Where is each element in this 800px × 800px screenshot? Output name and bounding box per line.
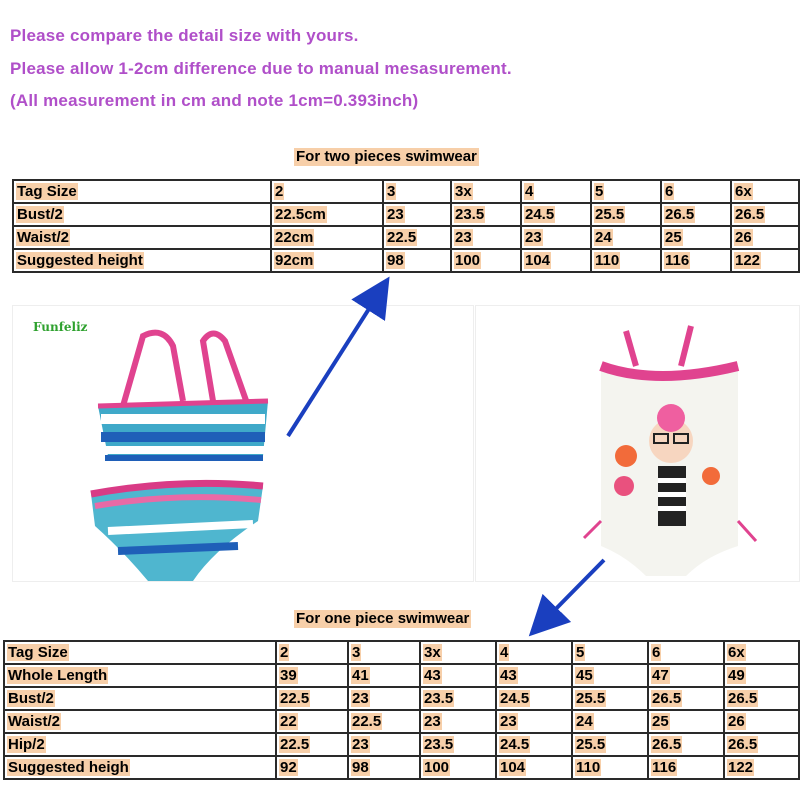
cell-text: 23.5 <box>455 206 485 223</box>
table-cell <box>572 664 648 687</box>
cell-text: 2 <box>275 183 284 200</box>
table-cell <box>724 756 799 779</box>
table-cell <box>731 203 799 226</box>
cell-text: 25.5 <box>576 736 606 753</box>
table-cell <box>648 710 724 733</box>
table-cell <box>731 249 799 272</box>
cell-text: 6 <box>652 644 661 661</box>
row-label-cell <box>13 249 271 272</box>
row-label-cell <box>13 203 271 226</box>
table-cell <box>348 756 420 779</box>
table-cell <box>496 756 572 779</box>
cell-text: 47 <box>652 667 669 684</box>
cell-text: 3x <box>424 644 441 661</box>
cell-text: 25.5 <box>576 690 606 707</box>
table-cell <box>420 756 496 779</box>
cell-text: 24 <box>576 713 593 730</box>
cell-text: Whole Length <box>8 667 108 684</box>
cell-text: 6x <box>728 644 745 661</box>
cell-text: 3 <box>352 644 361 661</box>
table-cell <box>572 641 648 664</box>
table-cell <box>572 756 648 779</box>
table-row <box>4 664 799 687</box>
cell-text: 3x <box>455 183 472 200</box>
table-cell <box>661 180 731 203</box>
table-cell <box>276 641 348 664</box>
note-difference: Please allow 1-2cm difference due to manual mesasurement. <box>10 59 512 78</box>
table-cell <box>420 733 496 756</box>
cell-text: 22.5 <box>280 690 310 707</box>
cell-text: 104 <box>525 252 551 269</box>
cell-text: Bust/2 <box>8 690 54 707</box>
table-cell <box>572 710 648 733</box>
cell-text: 104 <box>500 759 526 776</box>
table-row <box>4 641 799 664</box>
table-cell <box>451 203 521 226</box>
table-row <box>13 180 799 203</box>
table-cell <box>521 226 591 249</box>
table-cell <box>451 180 521 203</box>
table-cell <box>521 249 591 272</box>
cell-text: 26.5 <box>665 206 695 223</box>
cell-text: Hip/2 <box>8 736 45 753</box>
table-cell <box>383 226 451 249</box>
cell-text: 22 <box>280 713 297 730</box>
table-cell <box>271 180 383 203</box>
one-piece-size-table <box>3 640 800 780</box>
cell-text: 110 <box>595 252 620 269</box>
cell-text: 26.5 <box>728 690 758 707</box>
table-row <box>4 687 799 710</box>
two-piece-swimsuit-illustration <box>13 306 473 581</box>
table-cell <box>348 664 420 687</box>
table-row <box>13 203 799 226</box>
cell-text: 98 <box>387 252 404 269</box>
one-piece-swimsuit-illustration <box>476 306 799 581</box>
table-cell <box>348 641 420 664</box>
cell-text: 49 <box>728 667 745 684</box>
row-label-cell <box>4 733 276 756</box>
cell-text: 5 <box>595 183 604 200</box>
cell-text: 41 <box>352 667 369 684</box>
table-cell <box>521 203 591 226</box>
table-cell <box>271 203 383 226</box>
cell-text: 23 <box>424 713 441 730</box>
note-units: (All measurement in cm and note 1cm=0.393inch) <box>10 91 419 110</box>
table-cell <box>731 226 799 249</box>
cell-text: 4 <box>500 644 509 661</box>
table-cell <box>496 687 572 710</box>
table-cell <box>451 249 521 272</box>
cell-text: 22.5 <box>280 736 310 753</box>
table-row <box>4 710 799 733</box>
cell-text: 3 <box>387 183 396 200</box>
cell-text: 6 <box>665 183 674 200</box>
cell-text: Waist/2 <box>8 713 60 730</box>
cell-text: 110 <box>576 759 601 776</box>
table-cell <box>271 249 383 272</box>
cell-text: 4 <box>525 183 534 200</box>
table-row <box>4 733 799 756</box>
cell-text: 6x <box>735 183 752 200</box>
row-label-cell <box>4 756 276 779</box>
cell-text: 26.5 <box>652 690 682 707</box>
table-cell <box>591 226 661 249</box>
cell-text: 23 <box>387 206 404 223</box>
cell-text: 45 <box>576 667 593 684</box>
table-cell <box>420 687 496 710</box>
table-cell <box>348 710 420 733</box>
table-cell <box>420 641 496 664</box>
table-cell <box>648 641 724 664</box>
cell-text: 22.5cm <box>275 206 326 223</box>
table-cell <box>648 687 724 710</box>
table-cell <box>496 733 572 756</box>
cell-text: 26 <box>735 229 752 246</box>
table-cell <box>271 226 383 249</box>
cell-text: 122 <box>735 252 761 269</box>
cell-text: Suggested heigh <box>8 759 129 776</box>
cell-text: 43 <box>500 667 517 684</box>
cell-text: 92cm <box>275 252 314 269</box>
table-cell <box>648 664 724 687</box>
note-compare: Please compare the detail size with yours. <box>10 26 359 45</box>
cell-text: 100 <box>424 759 450 776</box>
cell-text: 22cm <box>275 229 314 246</box>
cell-text: 26.5 <box>728 736 758 753</box>
row-label-cell <box>13 180 271 203</box>
cell-text: 25.5 <box>595 206 625 223</box>
table-row <box>13 226 799 249</box>
table-cell <box>496 710 572 733</box>
table-cell <box>731 180 799 203</box>
table-cell <box>724 664 799 687</box>
table-cell <box>276 733 348 756</box>
table-cell <box>648 733 724 756</box>
cell-text: 23 <box>500 713 517 730</box>
table-cell <box>591 249 661 272</box>
row-label-cell <box>4 687 276 710</box>
cell-text: 43 <box>424 667 441 684</box>
row-label-cell <box>13 226 271 249</box>
table-cell <box>348 733 420 756</box>
cell-text: 92 <box>280 759 297 776</box>
one-piece-title: For one piece swimwear <box>296 610 470 627</box>
table-cell <box>276 710 348 733</box>
cell-text: 26.5 <box>652 736 682 753</box>
two-piece-table-body <box>13 180 799 272</box>
brand-watermark: Funfeliz <box>33 320 88 334</box>
cell-text: 39 <box>280 667 297 684</box>
cell-text: 26.5 <box>735 206 765 223</box>
one-piece-photo <box>475 305 800 582</box>
row-label-cell <box>4 710 276 733</box>
table-cell <box>383 180 451 203</box>
cell-text: 25 <box>665 229 682 246</box>
table-row <box>4 756 799 779</box>
cell-text: 23.5 <box>424 736 454 753</box>
one-piece-table-body <box>4 641 799 779</box>
cell-text: 26 <box>728 713 745 730</box>
table-cell <box>661 203 731 226</box>
cell-text: 116 <box>652 759 677 776</box>
table-cell <box>420 710 496 733</box>
table-row <box>13 249 799 272</box>
cell-text: 2 <box>280 644 289 661</box>
table-cell <box>383 249 451 272</box>
cell-text: 98 <box>352 759 369 776</box>
table-cell <box>521 180 591 203</box>
table-cell <box>572 687 648 710</box>
table-cell <box>661 249 731 272</box>
table-cell <box>661 226 731 249</box>
cell-text: 23 <box>455 229 472 246</box>
cell-text: 24.5 <box>500 690 530 707</box>
cell-text: 23 <box>525 229 542 246</box>
row-label-cell <box>4 641 276 664</box>
table-cell <box>451 226 521 249</box>
cell-text: Waist/2 <box>17 229 69 246</box>
cell-text: Suggested height <box>17 252 143 269</box>
cell-text: 122 <box>728 759 754 776</box>
two-piece-title: For two pieces swimwear <box>296 148 477 165</box>
table-cell <box>724 710 799 733</box>
table-cell <box>496 664 572 687</box>
cell-text: 116 <box>665 252 690 269</box>
cell-text: 25 <box>652 713 669 730</box>
cell-text: Tag Size <box>17 183 77 200</box>
cell-text: 24.5 <box>500 736 530 753</box>
cell-text: 5 <box>576 644 585 661</box>
cell-text: 24 <box>595 229 612 246</box>
table-cell <box>276 756 348 779</box>
table-cell <box>724 687 799 710</box>
table-cell <box>420 664 496 687</box>
cell-text: 24.5 <box>525 206 555 223</box>
table-cell <box>648 756 724 779</box>
cell-text: Tag Size <box>8 644 68 661</box>
cell-text: 100 <box>455 252 481 269</box>
table-cell <box>276 687 348 710</box>
table-cell <box>276 664 348 687</box>
table-cell <box>496 641 572 664</box>
cell-text: 22.5 <box>387 229 417 246</box>
cell-text: 23.5 <box>424 690 454 707</box>
table-cell <box>572 733 648 756</box>
table-cell <box>591 203 661 226</box>
two-piece-photo <box>12 305 474 582</box>
table-cell <box>724 733 799 756</box>
cell-text: 22.5 <box>352 713 382 730</box>
table-cell <box>591 180 661 203</box>
two-piece-size-table <box>12 179 800 273</box>
table-cell <box>383 203 451 226</box>
cell-text: Bust/2 <box>17 206 63 223</box>
table-cell <box>348 687 420 710</box>
cell-text: 23 <box>352 690 369 707</box>
row-label-cell <box>4 664 276 687</box>
cell-text: 23 <box>352 736 369 753</box>
table-cell <box>724 641 799 664</box>
